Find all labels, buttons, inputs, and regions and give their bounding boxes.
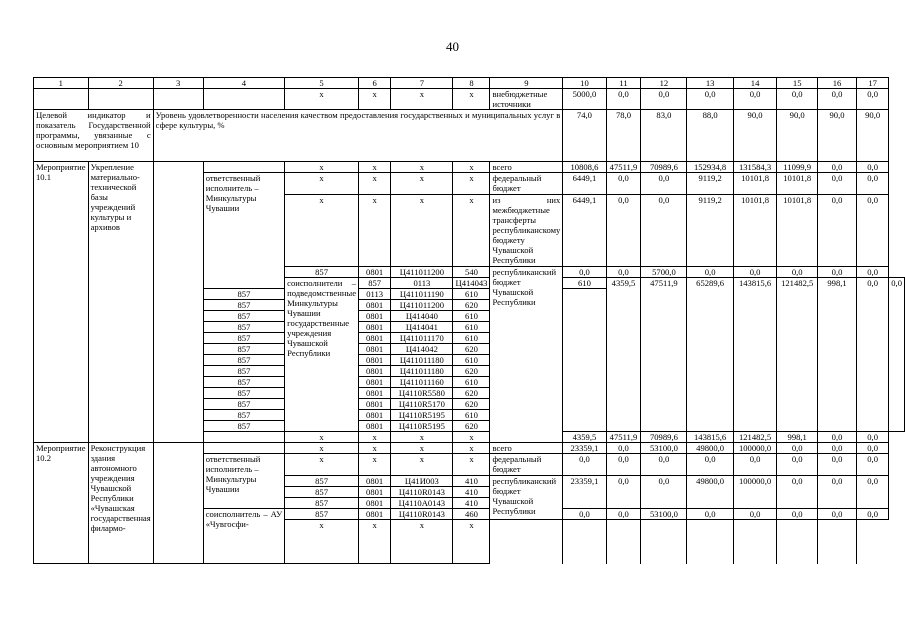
value-cell: 100000,0	[733, 476, 777, 509]
table-cell	[203, 432, 284, 443]
value-cell: 0,0	[563, 267, 606, 278]
table-cell: 857	[203, 344, 284, 355]
table-cell	[563, 520, 606, 564]
table-row	[34, 110, 905, 162]
table-cell: Ц411011170	[391, 333, 453, 344]
table-cell: 857	[203, 388, 284, 399]
value-cell: 0,0	[606, 173, 641, 195]
table-cell: Ц411011160	[391, 377, 453, 388]
table-cell	[641, 520, 687, 564]
value-cell: 0,0	[733, 267, 777, 278]
header-cell: 11	[606, 78, 641, 89]
table-cell: Ц4110R5170	[391, 399, 453, 410]
source-cell: федеральный бюджет	[490, 173, 563, 195]
value-cell: 0,0	[733, 454, 777, 476]
value-cell: 9119,2	[687, 195, 733, 267]
measure-name: Мероприятие 10.2	[34, 443, 89, 564]
table-cell: 857	[203, 300, 284, 311]
table-cell: 610	[453, 322, 490, 333]
table-cell: 0801	[359, 421, 391, 432]
table-cell: x	[359, 173, 391, 195]
table-cell: 620	[453, 344, 490, 355]
table-cell: 857	[203, 410, 284, 421]
value-cell: 998,1	[777, 432, 818, 443]
table-cell: 0801	[359, 300, 391, 311]
table-cell: x	[285, 173, 359, 195]
table-cell: Ц4110A0143	[391, 498, 453, 509]
table-cell: 0801	[359, 388, 391, 399]
table-cell: 0801	[359, 355, 391, 366]
table-cell: Ц414041	[391, 322, 453, 333]
table-row	[34, 443, 905, 454]
table-cell	[203, 162, 284, 173]
table-cell: 0801	[359, 267, 391, 278]
value-cell: 90,0	[733, 110, 777, 162]
value-cell: 0,0	[818, 509, 857, 520]
header-cell: 1	[34, 78, 89, 89]
table-cell: 0801	[359, 311, 391, 322]
responsible-cell: соисполнители – подведомственные Минкультуры Чувашии государственные учреждения Чувашской Республики	[285, 278, 359, 432]
header-cell: 15	[777, 78, 818, 89]
value-cell: 47511,9	[606, 162, 641, 173]
table-cell: 0801	[359, 487, 391, 498]
table-cell: x	[453, 454, 490, 476]
value-cell: 11099,9	[777, 162, 818, 173]
value-cell: 0,0	[641, 476, 687, 509]
table-cell	[203, 89, 284, 110]
table-cell: Ц411011180	[391, 355, 453, 366]
value-cell: 0,0	[641, 195, 687, 267]
value-cell: 0,0	[606, 509, 641, 520]
value-cell: 10101,8	[777, 195, 818, 267]
value-cell: 0,0	[733, 509, 777, 520]
value-cell: 10101,8	[733, 195, 777, 267]
table-cell: x	[453, 443, 490, 454]
value-cell: 0,0	[606, 443, 641, 454]
value-cell: 6449,1	[563, 195, 606, 267]
table-cell: x	[359, 520, 391, 564]
indicator-label: Целевой индикатор и показатель Государственной программы, увязанные с основным мероприятием 10	[34, 110, 154, 162]
value-cell: 0,0	[777, 476, 818, 509]
table-cell: x	[391, 443, 453, 454]
value-cell: 88,0	[687, 110, 733, 162]
value-cell: 90,0	[857, 110, 889, 162]
table-cell: 0801	[359, 333, 391, 344]
value-cell: 0,0	[563, 454, 606, 476]
value-cell: 83,0	[641, 110, 687, 162]
table-cell: 610	[453, 377, 490, 388]
source-cell: всего	[490, 162, 563, 173]
table-cell: x	[391, 454, 453, 476]
table-cell	[34, 89, 89, 110]
table-cell: 610	[563, 278, 606, 289]
table-cell: 857	[285, 498, 359, 509]
table-cell: Ц414043	[453, 278, 490, 289]
table-cell: 857	[203, 377, 284, 388]
table-cell: 410	[453, 498, 490, 509]
page-number: 40	[446, 39, 459, 54]
header-cell: 12	[641, 78, 687, 89]
table-cell: 0113	[359, 289, 391, 300]
table-cell: 620	[453, 388, 490, 399]
value-cell: 49800,0	[687, 443, 733, 454]
table-cell: 620	[453, 421, 490, 432]
table-cell: x	[391, 162, 453, 173]
table-cell: 620	[453, 366, 490, 377]
value-cell: 998,1	[818, 278, 857, 432]
value-cell: 47511,9	[641, 278, 687, 432]
table-cell: x	[359, 432, 391, 443]
table-cell: 410	[453, 476, 490, 487]
table-cell: 0801	[359, 509, 391, 520]
value-cell: 131584,3	[733, 162, 777, 173]
table-cell: Ц411011180	[391, 366, 453, 377]
table-cell: 610	[453, 410, 490, 421]
table-cell: 410	[453, 487, 490, 498]
value-cell: 70989,6	[641, 432, 687, 443]
table-cell: 857	[285, 509, 359, 520]
table-row	[34, 89, 905, 110]
table-cell: Ц414042	[391, 344, 453, 355]
table-cell: x	[391, 520, 453, 564]
table-cell: 857	[285, 267, 359, 278]
header-cell: 6	[359, 78, 391, 89]
table-cell: x	[359, 89, 391, 110]
value-cell: 0,0	[818, 432, 857, 443]
table-cell: 0801	[359, 399, 391, 410]
value-cell: 70989,6	[641, 162, 687, 173]
value-cell: 0,0	[857, 89, 889, 110]
table-cell	[153, 162, 203, 443]
value-cell: 65289,6	[687, 278, 733, 432]
value-cell: 0,0	[606, 267, 641, 278]
table-cell: 610	[453, 311, 490, 322]
table-cell: x	[285, 195, 359, 267]
value-cell: 74,0	[563, 110, 606, 162]
value-cell: 0,0	[777, 509, 818, 520]
value-cell: 100000,0	[733, 443, 777, 454]
table-cell: x	[359, 454, 391, 476]
value-cell: 0,0	[687, 89, 733, 110]
value-cell: 0,0	[818, 267, 857, 278]
table-cell: Ц4110R5195	[391, 410, 453, 421]
value-cell: 0,0	[606, 476, 641, 509]
table-cell: x	[453, 432, 490, 443]
measure-desc: Укрепление материально-технической базы учреждений культуры и архивов	[88, 162, 153, 443]
value-cell: 0,0	[818, 476, 857, 509]
value-cell: 49800,0	[687, 476, 733, 509]
header-cell: 3	[153, 78, 203, 89]
table-cell: 620	[453, 399, 490, 410]
table-cell	[203, 443, 284, 454]
value-cell: 0,0	[641, 89, 687, 110]
table-cell: 857	[203, 289, 284, 300]
value-cell: 121482,5	[733, 432, 777, 443]
table-cell: 857	[359, 278, 391, 289]
table-cell: 857	[203, 311, 284, 322]
header-cell: 16	[818, 78, 857, 89]
table-cell: x	[285, 89, 359, 110]
value-cell: 0,0	[777, 89, 818, 110]
value-cell: 53100,0	[641, 443, 687, 454]
value-cell: 53100,0	[641, 509, 687, 520]
table-cell: Ц4110R0143	[391, 487, 453, 498]
value-cell: 4359,5	[563, 432, 606, 443]
value-cell: 0,0	[641, 454, 687, 476]
table-cell: 0801	[359, 476, 391, 487]
value-cell: 90,0	[818, 110, 857, 162]
value-cell: 0,0	[889, 278, 905, 432]
value-cell: 0,0	[777, 454, 818, 476]
value-cell: 0,0	[777, 443, 818, 454]
value-cell: 0,0	[857, 195, 889, 267]
table-cell: x	[359, 195, 391, 267]
value-cell: 143815,6	[733, 278, 777, 432]
table-cell: 857	[285, 476, 359, 487]
value-cell: 0,0	[857, 278, 889, 432]
indicator-text: Уровень удовлетворенности населения качеством предоставления государственных и муниципальных услуг в сфере культуры, %	[153, 110, 563, 162]
table-cell: 857	[203, 333, 284, 344]
table-cell: Ц411011200	[391, 267, 453, 278]
table-cell: Ц411011190	[391, 289, 453, 300]
value-cell: 78,0	[606, 110, 641, 162]
table-cell: x	[453, 89, 490, 110]
table-cell: 0801	[359, 366, 391, 377]
table-cell: 857	[203, 322, 284, 333]
header-cell: 5	[285, 78, 359, 89]
value-cell: 0,0	[818, 89, 857, 110]
source-cell: республиканский бюджет Чувашской Республики	[490, 476, 563, 520]
value-cell: 0,0	[857, 173, 889, 195]
value-cell: 0,0	[687, 509, 733, 520]
table-cell	[687, 520, 733, 564]
value-cell: 0,0	[818, 162, 857, 173]
table-cell: 610	[453, 355, 490, 366]
table-cell: 857	[203, 366, 284, 377]
responsible-cell: соисполнитель – АУ «Чувгосфи-	[203, 509, 284, 564]
table-cell: 0801	[359, 344, 391, 355]
table-cell: Ц4110R5580	[391, 388, 453, 399]
header-cell: 4	[203, 78, 284, 89]
table-cell: x	[391, 173, 453, 195]
value-cell: 90,0	[777, 110, 818, 162]
table-cell: 857	[203, 421, 284, 432]
table-cell: x	[285, 520, 359, 564]
table-cell	[153, 443, 203, 564]
table-cell: x	[391, 432, 453, 443]
table-cell: Ц4110R0143	[391, 509, 453, 520]
table-cell: x	[285, 162, 359, 173]
value-cell: 152934,8	[687, 162, 733, 173]
table-cell: x	[453, 195, 490, 267]
program-table	[33, 77, 905, 564]
table-cell: Ц414040	[391, 311, 453, 322]
value-cell: 0,0	[687, 267, 733, 278]
table-cell	[88, 89, 153, 110]
table-cell: 0801	[359, 377, 391, 388]
table-cell: x	[453, 162, 490, 173]
value-cell: 0,0	[818, 454, 857, 476]
value-cell: 0,0	[818, 195, 857, 267]
value-cell: 0,0	[606, 454, 641, 476]
value-cell: 0,0	[641, 173, 687, 195]
responsible-cell: ответственный исполнитель – Минкультуры Чувашии	[203, 173, 284, 289]
value-cell: 0,0	[818, 173, 857, 195]
header-cell: 13	[687, 78, 733, 89]
table-cell: 857	[203, 399, 284, 410]
table-cell: x	[359, 162, 391, 173]
source-cell: внебюджетные источники	[490, 89, 563, 110]
value-cell: 10808,6	[563, 162, 606, 173]
table-cell: x	[285, 443, 359, 454]
source-cell: федеральный бюджет	[490, 454, 563, 476]
table-cell: x	[285, 454, 359, 476]
value-cell: 0,0	[857, 432, 889, 443]
responsible-cell: ответственный исполнитель – Минкультуры Чувашии	[203, 454, 284, 509]
header-cell: 2	[88, 78, 153, 89]
source-cell: всего	[490, 443, 563, 454]
header-cell: 9	[490, 78, 563, 89]
header-cell: 10	[563, 78, 606, 89]
value-cell: 47511,9	[606, 432, 641, 443]
value-cell: 0,0	[818, 443, 857, 454]
value-cell: 10101,8	[733, 173, 777, 195]
value-cell: 5000,0	[563, 89, 606, 110]
table-cell: x	[453, 173, 490, 195]
value-cell: 0,0	[857, 267, 889, 278]
value-cell: 5700,0	[641, 267, 687, 278]
source-cell: из них межбюджетные трансферты республиканскому бюджету Чувашской Республики	[490, 195, 563, 267]
value-cell: 0,0	[857, 454, 889, 476]
value-cell: 0,0	[733, 89, 777, 110]
table-cell: 0113	[391, 278, 453, 289]
table-cell: x	[391, 195, 453, 267]
value-cell: 121482,5	[777, 278, 818, 432]
value-cell: 0,0	[857, 443, 889, 454]
table-cell: 610	[453, 333, 490, 344]
table-cell	[777, 520, 818, 564]
value-cell: 0,0	[606, 89, 641, 110]
table-cell: 857	[285, 487, 359, 498]
header-cell: 8	[453, 78, 490, 89]
table-row	[34, 162, 905, 173]
table-cell: 857	[203, 355, 284, 366]
table-cell	[606, 520, 641, 564]
source-cell: республиканский бюджет Чувашской Республики	[490, 267, 563, 443]
table-cell: x	[359, 443, 391, 454]
table-cell	[818, 520, 857, 564]
table-cell: x	[391, 89, 453, 110]
value-cell: 23359,1	[563, 476, 606, 509]
table-cell: 0801	[359, 322, 391, 333]
value-cell: 0,0	[606, 195, 641, 267]
table-cell: x	[453, 520, 490, 564]
value-cell: 0,0	[857, 162, 889, 173]
value-cell: 0,0	[687, 454, 733, 476]
value-cell: 10101,8	[777, 173, 818, 195]
table-cell: x	[285, 432, 359, 443]
table-cell: 620	[453, 300, 490, 311]
measure-name: Мероприятие 10.1	[34, 162, 89, 443]
table-cell	[490, 520, 563, 564]
measure-desc: Реконструкция здания автономного учреждения Чувашской Республики «Чувашская государственная филармо-	[88, 443, 153, 564]
table-cell: 610	[453, 289, 490, 300]
value-cell: 0,0	[857, 476, 889, 509]
value-cell: 4359,5	[606, 278, 641, 432]
table-cell: Ц41И003	[391, 476, 453, 487]
table-cell: 540	[453, 267, 490, 278]
table-cell	[733, 520, 777, 564]
table-row	[34, 78, 905, 89]
value-cell: 143815,6	[687, 432, 733, 443]
header-cell: 14	[733, 78, 777, 89]
value-cell: 6449,1	[563, 173, 606, 195]
table-cell	[857, 520, 889, 564]
table-cell	[153, 89, 203, 110]
value-cell: 0,0	[563, 509, 606, 520]
header-cell: 7	[391, 78, 453, 89]
table-cell: Ц411011200	[391, 300, 453, 311]
value-cell: 0,0	[857, 509, 889, 520]
value-cell: 0,0	[777, 267, 818, 278]
header-cell: 17	[857, 78, 889, 89]
table-cell: 460	[453, 509, 490, 520]
value-cell: 23359,1	[563, 443, 606, 454]
table-cell: 0801	[359, 410, 391, 421]
table-cell: Ц4110R5195	[391, 421, 453, 432]
table-cell: 0801	[359, 498, 391, 509]
value-cell: 9119,2	[687, 173, 733, 195]
